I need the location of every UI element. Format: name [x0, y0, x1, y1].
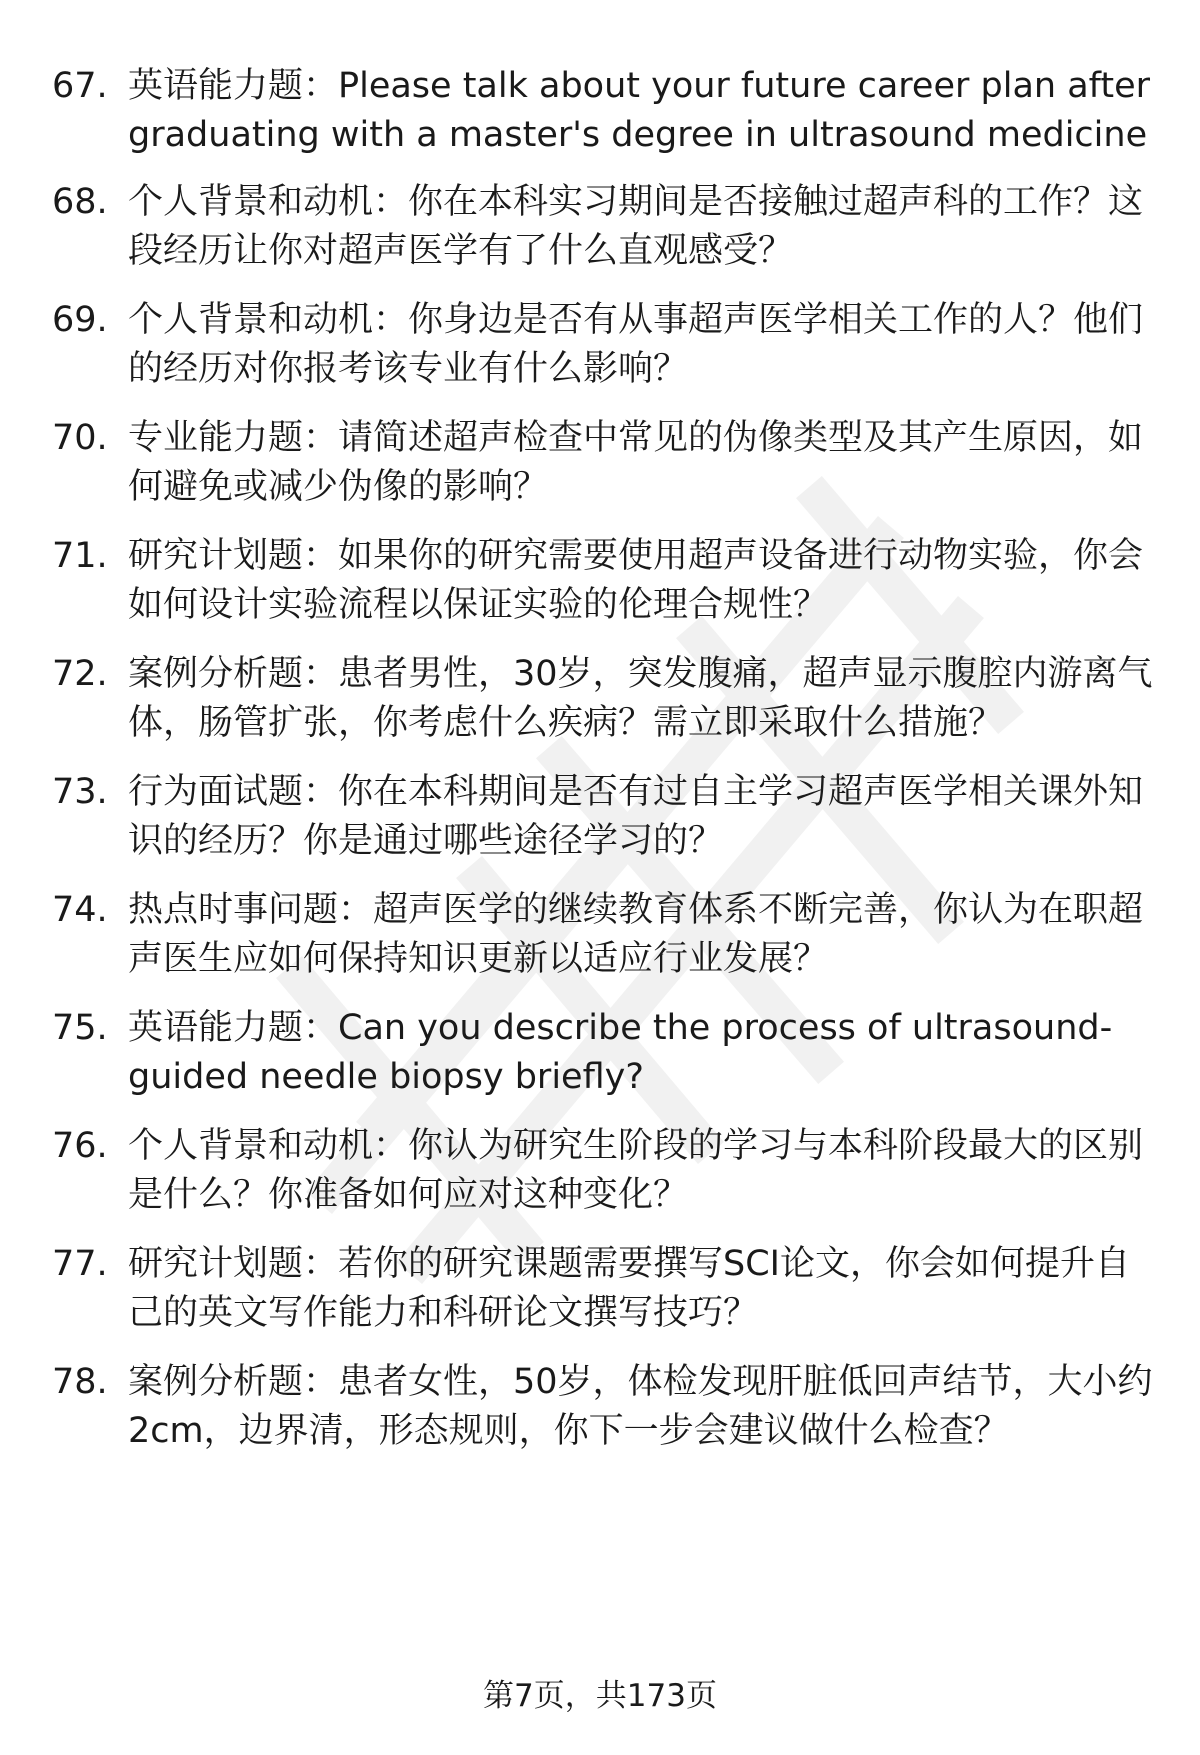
question-number: 77. — [52, 1244, 108, 1284]
question-number: 78. — [52, 1362, 108, 1402]
question-number: 74. — [52, 890, 108, 930]
page-number-footer: 第7页，共173页 — [483, 1678, 717, 1714]
question-text: 案例分析题：患者男性，30岁，突发腹痛，超声显示腹腔内游离气体，肠管扩张，你考虑什么疾病？需立即采取什么措施？ — [128, 654, 1153, 743]
question-text: 个人背景和动机：你认为研究生阶段的学习与本科阶段最大的区别是什么？你准备如何应对这种变化？ — [128, 1126, 1144, 1215]
question-number: 72. — [52, 654, 108, 694]
question-text: 英语能力题：Please talk about your future career plan after graduating with a master's degree in ultrasound medicine — [128, 66, 1151, 155]
question-text: 行为面试题：你在本科期间是否有过自主学习超声医学相关课外知识的经历？你是通过哪些途径学习的？ — [128, 772, 1144, 861]
question-number: 71. — [52, 536, 108, 576]
question-text: 热点时事问题：超声医学的继续教育体系不断完善，你认为在职超声医生应如何保持知识更新以适应行业发展？ — [128, 890, 1144, 979]
question-text: 英语能力题：Can you describe the process of ultrasound-guided needle biopsy briefly? — [128, 1008, 1113, 1097]
question-number: 73. — [52, 772, 108, 812]
question-number: 76. — [52, 1126, 108, 1166]
question-text: 专业能力题：请简述超声检查中常见的伪像类型及其产生原因，如何避免或减少伪像的影响？ — [128, 418, 1144, 507]
question-number: 68. — [52, 182, 108, 222]
question-number: 75. — [52, 1008, 108, 1048]
question-number: 67. — [52, 66, 108, 106]
question-text: 个人背景和动机：你在本科实习期间是否接触过超声科的工作？这段经历让你对超声医学有了什么直观感受？ — [128, 182, 1144, 271]
question-number: 69. — [52, 300, 108, 340]
question-text: 研究计划题：若你的研究课题需要撰写SCI论文，你会如何提升自己的英文写作能力和科研论文撰写技巧？ — [128, 1244, 1130, 1333]
question-text: 研究计划题：如果你的研究需要使用超声设备进行动物实验，你会如何设计实验流程以保证实验的伦理合规性？ — [128, 536, 1144, 625]
question-text: 案例分析题：患者女性，50岁，体检发现肝脏低回声结节，大小约2cm，边界清，形态规则，你下一步会建议做什么检查？ — [128, 1362, 1153, 1451]
question-text: 个人背景和动机：你身边是否有从事超声医学相关工作的人？他们的经历对你报考该专业有什么影响？ — [128, 300, 1144, 389]
question-number: 70. — [52, 418, 108, 458]
